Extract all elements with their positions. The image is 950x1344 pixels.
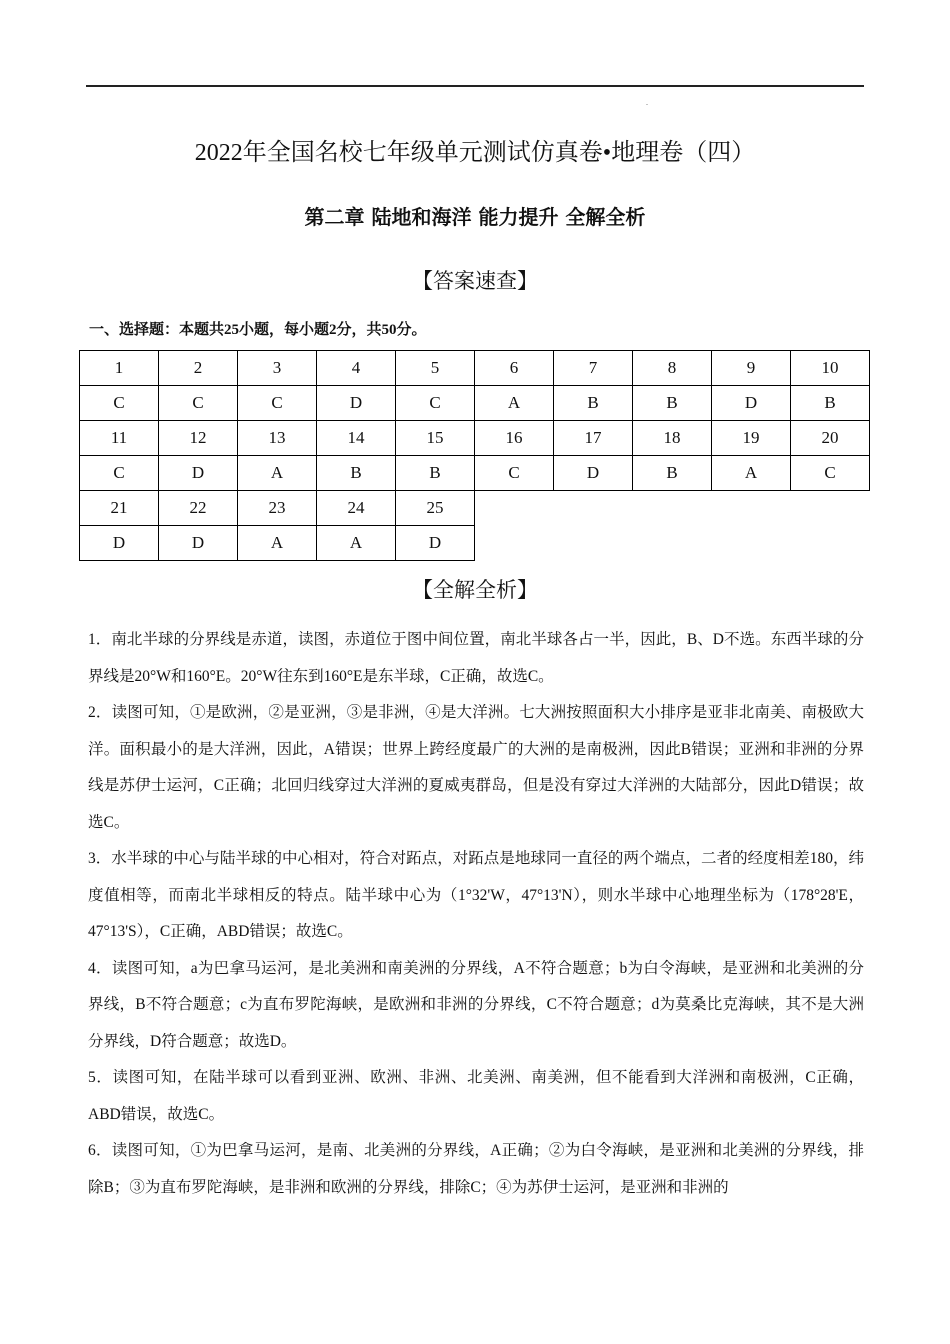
empty-cell <box>633 526 712 561</box>
explanation-section-heading: 【全解全析】 <box>412 578 538 602</box>
question-number: 10 <box>791 351 870 386</box>
explanation-list <box>88 622 864 1206</box>
answer-cell: A <box>317 526 396 561</box>
header-dot: . <box>646 98 648 107</box>
explanation-item: 4．读图可知，a为巴拿马运河，是北美洲和南美洲的分界线，A不符合题意；b为白令海峡，是亚洲和北美洲的分界线，B不符合题意；c为直布罗陀海峡，是欧洲和非洲的分界线，C不符合题意；d为莫桑比克海峡，其不是大洲分界线，D符合题意；故选D。 <box>88 959 864 1050</box>
answer-cell: A <box>238 456 317 491</box>
answer-section-heading: 【答案速查】 <box>412 269 538 293</box>
answer-cell: D <box>317 386 396 421</box>
explanation-item: 3．水半球的中心与陆半球的中心相对，符合对跖点，对跖点是地球同一直径的两个端点，二者的经度相差180，纬度值相等，而南北半球相反的特点。陆半球中心为（1°32'W，47°13'N），则水半球中心地理坐标为（178°28'E，47°13'S），C正确，ABD错误；故选C。 <box>88 850 864 940</box>
answer-cell: D <box>80 526 159 561</box>
empty-cell <box>791 526 870 561</box>
question-number: 18 <box>633 421 712 456</box>
question-number: 19 <box>712 421 791 456</box>
explanation-item: 6．读图可知，①为巴拿马运河，是南、北美洲的分界线，A正确；②为白令海峡，是亚洲和北美洲的分界线，排除B；③为直布罗陀海峡，是非洲和欧洲的分界线，排除C；④为苏伊士运河，是亚洲和非洲的 <box>88 1142 864 1196</box>
answer-cell: A <box>475 386 554 421</box>
question-number: 2 <box>159 351 238 386</box>
question-number: 13 <box>238 421 317 456</box>
question-header: 一、选择题：本题共25小题，每小题2分，共50分。 <box>89 322 427 338</box>
table-row <box>80 386 870 421</box>
empty-cell <box>712 491 791 526</box>
question-number: 7 <box>554 351 633 386</box>
answer-cell: D <box>396 526 475 561</box>
page-title: 2022年全国名校七年级单元测试仿真卷•地理卷（四） <box>194 140 756 166</box>
answer-cell: C <box>791 456 870 491</box>
answer-cell: C <box>80 386 159 421</box>
answer-cell: A <box>712 456 791 491</box>
empty-cell <box>475 491 554 526</box>
question-number: 3 <box>238 351 317 386</box>
table-row <box>80 351 870 386</box>
explanation-item: 1．南北半球的分界线是赤道，读图，赤道位于图中间位置，南北半球各占一半，因此，B、D不选。东西半球的分界线是20°W和160°E。20°W往东到160°E是东半球，C正确，故选C。 <box>88 631 864 685</box>
answer-cell: B <box>554 386 633 421</box>
question-number: 22 <box>159 491 238 526</box>
explanation-item: 5．读图可知，在陆半球可以看到亚洲、欧洲、非洲、北美洲、南美洲，但不能看到大洋洲和南极洲，C正确，ABD错误，故选C。 <box>88 1069 864 1123</box>
question-number: 12 <box>159 421 238 456</box>
empty-cell <box>475 526 554 561</box>
question-number: 17 <box>554 421 633 456</box>
answer-cell: A <box>238 526 317 561</box>
question-number: 8 <box>633 351 712 386</box>
page-subtitle: 第二章 陆地和海洋 能力提升 全解全析 <box>304 205 646 229</box>
answer-cell: B <box>317 456 396 491</box>
answer-cell: B <box>791 386 870 421</box>
question-number: 21 <box>80 491 159 526</box>
question-number: 5 <box>396 351 475 386</box>
question-number: 16 <box>475 421 554 456</box>
answer-cell: D <box>712 386 791 421</box>
answer-table <box>79 350 870 561</box>
question-number: 20 <box>791 421 870 456</box>
answer-cell: B <box>633 456 712 491</box>
question-number: 14 <box>317 421 396 456</box>
answer-cell: C <box>159 386 238 421</box>
question-number: 4 <box>317 351 396 386</box>
question-number: 23 <box>238 491 317 526</box>
answer-cell: D <box>159 456 238 491</box>
answer-cell: C <box>396 386 475 421</box>
answer-cell: C <box>475 456 554 491</box>
table-row <box>80 491 870 526</box>
empty-cell <box>554 526 633 561</box>
answer-cell: B <box>396 456 475 491</box>
answer-cell: C <box>80 456 159 491</box>
answer-cell: D <box>159 526 238 561</box>
empty-cell <box>554 491 633 526</box>
empty-cell <box>791 491 870 526</box>
explanation-item: 2．读图可知，①是欧洲，②是亚洲，③是非洲，④是大洋洲。七大洲按照面积大小排序是亚非北南美、南极欧大洋。面积最小的是大洋洲，因此，A错误；世界上跨经度最广的大洲的是南极洲，因此B错误；亚洲和非洲的分界线是苏伊士运河，C正确；北回归线穿过大洋洲的夏威夷群岛，但是没有穿过大洋洲的大陆部分，因此D错误；故选C。 <box>88 704 864 831</box>
empty-cell <box>633 491 712 526</box>
table-row <box>80 526 870 561</box>
answer-cell: C <box>238 386 317 421</box>
question-number: 25 <box>396 491 475 526</box>
table-row <box>80 456 870 491</box>
question-number: 1 <box>80 351 159 386</box>
table-row <box>80 421 870 456</box>
empty-cell <box>712 526 791 561</box>
question-number: 24 <box>317 491 396 526</box>
answer-cell: B <box>633 386 712 421</box>
answer-cell: D <box>554 456 633 491</box>
header-rule <box>86 85 864 87</box>
question-number: 9 <box>712 351 791 386</box>
question-number: 11 <box>80 421 159 456</box>
question-number: 15 <box>396 421 475 456</box>
question-number: 6 <box>475 351 554 386</box>
